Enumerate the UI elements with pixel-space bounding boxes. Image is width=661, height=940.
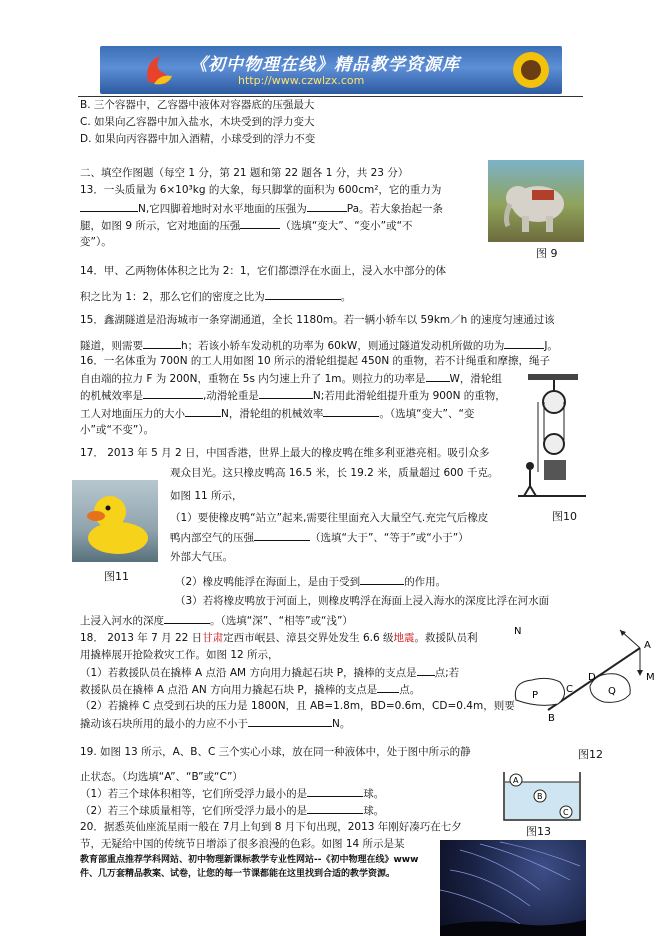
q16-line2: 自由端的拉力 F 为 200N，重物在 5s 内匀速上升了 1m。则拉力的功率是 W，滑轮组 (80, 373, 502, 385)
q17-line9: 上浸入河水的深度 。（选填“深”、“相等”或“浅”） (80, 615, 353, 627)
section-2-heading: 二、填空作图题（每空 1 分，第 21 题和第 22 题各 1 分，共 23 分） (80, 167, 409, 179)
q15-line2: 隧道，则需要 h；若该小轿车发动机的功率为 60kW，则通过隧道发动机所做的功为 J。 (80, 340, 558, 352)
answer-blank[interactable] (164, 613, 210, 624)
q18-line6: 撬动该石块所用的最小的力应不小于 N。 (80, 718, 351, 730)
answer-blank[interactable] (143, 338, 181, 349)
star-trails-icon (440, 840, 586, 936)
q17-line7: （2）橡皮鸭能浮在海面上，是由于受到 的作用。 (175, 576, 447, 588)
logo-icon (140, 52, 176, 88)
answer-blank[interactable] (360, 574, 404, 585)
header-divider (78, 96, 583, 97)
answer-blank[interactable] (426, 371, 450, 382)
q17-line2: 观众目光。这只橡皮鸭高 16.5 米，长 19.2 米，质量超过 600 千克。 (170, 467, 499, 479)
option-d: D. 如果向丙容器中加入酒精，小球受到的浮力不变 (80, 133, 316, 145)
ball-b-label: B (537, 792, 543, 801)
q16-line3: 的机械效率是 ,动滑轮重是 N;若用此滑轮组提升重为 900N 的重物， (80, 390, 506, 402)
label-q: Q (608, 686, 616, 697)
q14-line1: 14．甲、乙两物体体积之比为 2：1，它们都漂浮在水面上，浸入水中部分的体 (80, 265, 447, 277)
header-url: http://www.czwlzx.com (238, 74, 365, 87)
q16-line5: 小”或“不变”）。 (80, 424, 155, 436)
header-title: 《初中物理在线》精品教学资源库 (190, 55, 460, 75)
q17-line3: 如图 11 所示， (170, 490, 243, 502)
q13-line4: 变”）。 (80, 236, 112, 248)
answer-blank[interactable] (240, 218, 280, 229)
answer-blank[interactable] (307, 803, 363, 814)
answer-blank[interactable] (248, 716, 332, 727)
sunflower-icon (508, 48, 554, 92)
footer-line-2: 件、几万套精品教案、试卷，让您的每一节课都能在这里找到合适的教学资源。 (80, 869, 396, 879)
q14-line2: 积之比为 1：2，那么它们的密度之比为 。 (80, 291, 352, 303)
rubber-duck-icon (72, 480, 158, 562)
figure-9-caption: 图 9 (536, 247, 558, 260)
q18-line2: 用撬棒展开抢险救灾工作。如图 12 所示， (80, 649, 279, 661)
label-a: A (644, 640, 651, 651)
figure-14-star-trails-image (440, 840, 586, 936)
q18-line4: 救援队员在撬棒 A 点沿 AN 方向用力撬起石块 P，撬棒的支点是 点。 (80, 684, 421, 696)
answer-blank[interactable] (185, 406, 221, 417)
q18-line3: （1）若救援队员在撬棒 A 点沿 AM 方向用力撬起石块 P，撬棒的支点是 点;若 (80, 667, 460, 679)
answer-blank[interactable] (265, 289, 341, 300)
q16-line4: 工人对地面压力的大小 N，滑轮组的机械效率 。（选填“变大”、“变 (80, 408, 475, 420)
answer-blank[interactable] (307, 786, 363, 797)
q19-line2: 止状态。（均选填“A”、“B”或“C”） (80, 771, 243, 783)
option-b: B. 三个容器中，乙容器中液体对容器底的压强最大 (80, 99, 315, 111)
answer-blank[interactable] (259, 388, 313, 399)
option-c: C. 如果向乙容器中加入盐水，木块受到的浮力变大 (80, 116, 315, 128)
label-b: B (548, 713, 555, 724)
q19-line1: 19. 如图 13 所示，A、B、C 三个实心小球，放在同一种液体中，处于图中所示的静 (80, 746, 471, 758)
q18-line1: 18． 2013 年 7 月 22 日甘肃定西市岷县、漳县交界处发生 6.6 级地震。救援队员利 (80, 632, 478, 644)
q17-line6: 外部大气压。 (170, 551, 233, 563)
q17-line4: （1）要使橡皮鸭“站立”起来,需要往里面充入大量空气.充完气后橡皮 (170, 512, 489, 524)
q15-line1: 15．鑫湖隧道是沿海城市一条穿湖通道，全长 1180m。若一辆小轿车以 59km／h 的速度匀速通过该 (80, 314, 555, 326)
label-p: P (532, 690, 539, 701)
figure-11-image (72, 480, 158, 562)
q13-line2: N,它四脚着地时对水平地面的压强为 Pa。若大象抬起一条 (80, 201, 443, 216)
figure-12-lever-diagram (508, 624, 658, 724)
figure-13-caption: 图13 (526, 825, 551, 838)
footer-line-1: 教育部重点推荐学科网站、初中物理新课标教学专业性网站--《初中物理在线》www (80, 855, 419, 865)
figure-12-caption: 图12 (578, 748, 603, 761)
figure-11-caption: 图11 (104, 570, 129, 583)
label-c: C (566, 684, 573, 695)
q19-line4: （2）若三个球质量相等，它们所受浮力最小的是 球。 (80, 805, 385, 817)
figure-10-caption: 图10 (552, 510, 577, 523)
q13-line3: 腿，如图 9 所示，它对地面的压强 （选填“变大”、“变小”或“不 (80, 220, 413, 232)
answer-blank[interactable] (504, 338, 544, 349)
answer-blank[interactable] (307, 201, 347, 212)
answer-blank[interactable] (377, 682, 399, 693)
figure-9-image (488, 160, 584, 242)
q20-line1: 20．据悉英仙座流星雨一般在 7月上旬到 8 月下旬出现，2013 年刚好凑巧在七夕 (80, 821, 462, 833)
q17-line8: （3）若将橡皮鸭放于河面上，则橡皮鸭浮在海面上浸入海水的深度比浮在河水面 (175, 595, 550, 607)
answer-blank[interactable] (80, 201, 138, 212)
q13-line1: 13．一头质量为 6×10³kg 的大象，每只脚掌的面积为 600cm²，它的重力为 (80, 184, 442, 196)
q16-line1: 16．一名体重为 700N 的工人用如图 10 所示的滑轮组提起 450N 的重物，若不计绳重和摩擦，绳子 (80, 355, 551, 367)
elephant-icon (488, 160, 584, 242)
ball-c-label: C (563, 808, 569, 817)
q17-line1: 17． 2013 年 5 月 2 日，中国香港，世界上最大的橡皮鸭在维多利亚港亮相。吸引众多 (80, 447, 490, 459)
answer-blank[interactable] (417, 665, 435, 676)
header-banner (100, 46, 562, 94)
answer-blank[interactable] (323, 406, 379, 417)
label-m: M (646, 672, 655, 683)
label-n: N (514, 626, 522, 637)
q17-line5: 鸭内部空气的压强 （选填“大于”、“等于”或“小于”） (170, 532, 469, 544)
answer-blank[interactable] (143, 388, 203, 399)
q20-line2: 节，无疑给中国的传统节日增添了很多浪漫的色彩。如图 14 所示是某 (80, 838, 405, 850)
figure-10-pulley-diagram (518, 372, 586, 500)
q19-line3: （1）若三个球体积相等，它们所受浮力最小的是 球。 (80, 788, 385, 800)
q18-line5: （2）若撬棒 C 点受到石块的压力是 1800N，且 AB=1.8m，BD=0.6m，CD=0.4m，则要 (80, 700, 515, 712)
label-d: D (588, 672, 596, 683)
answer-blank[interactable] (254, 530, 310, 541)
figure-13-beaker-diagram (500, 766, 584, 824)
ball-a-label: A (513, 776, 519, 785)
